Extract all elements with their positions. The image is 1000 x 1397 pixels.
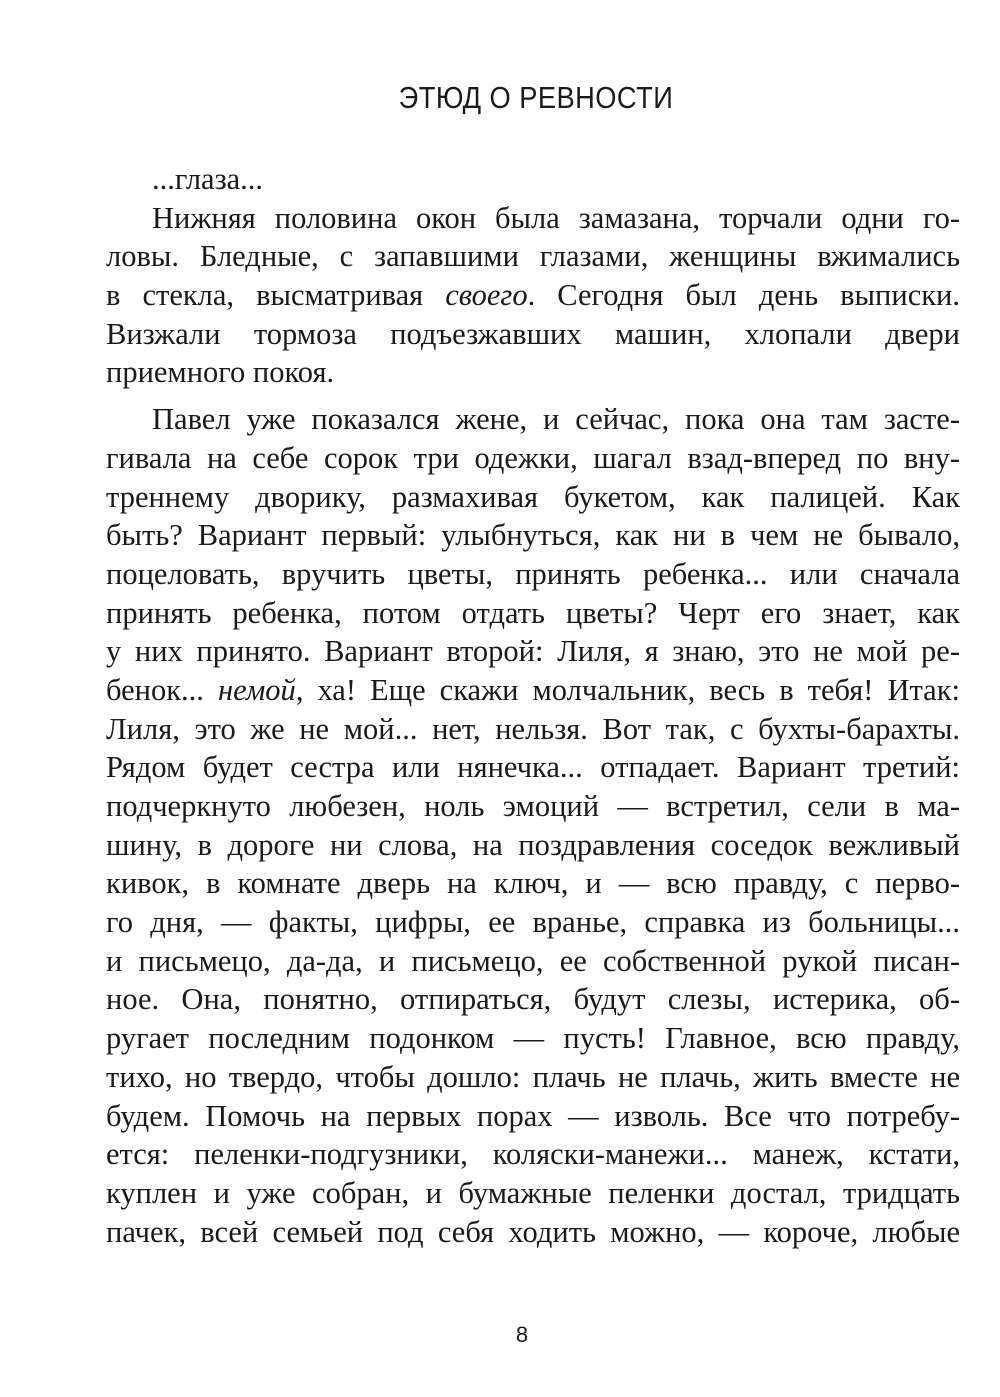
text-line: шину, в дороге ни слова, на поздравления соседок вежливый [106, 827, 960, 862]
paragraph-1 [106, 199, 960, 392]
text-line [106, 671, 960, 710]
paragraph-2 [106, 400, 960, 1251]
text-line: ное. Она, понятно, отпираться, будут слезы, истерика, об- [106, 982, 960, 1017]
chapter-title: ЭТЮД О РЕВНОСТИ [398, 80, 674, 115]
italic-word: немой [217, 672, 296, 707]
text-line: ругает последним подонком — пусть! Главное, всю правду, [106, 1021, 960, 1056]
text-line: треннему дворику, размахивая букетом, как палицей. Как [106, 479, 960, 514]
text-line: Рядом будет сестра или нянечка... отпадает. Вариант третий: [106, 750, 960, 785]
text-span: . Сегодня был день выписки. [527, 278, 960, 313]
italic-word: своего [445, 278, 528, 313]
text-line: гивала на себе сорок три одежки, шагал взад-вперед по вну- [106, 440, 960, 475]
text-line: подчеркнуто любезен, ноль эмоций — встретил, сели в ма- [106, 789, 960, 823]
text-line: Лиля, это же не мой... нет, нельзя. Вот так, с бухты-барахты. [106, 711, 960, 746]
text-line: и письмецо, да-да, и письмецо, ее собственной рукой писан- [106, 943, 960, 978]
text-line: кивок, в комнате дверь на ключ, и — всю правду, с перво- [106, 866, 960, 901]
page-number: 8 [515, 1322, 529, 1347]
text-span: бенок... [106, 672, 218, 707]
text-line: тихо, но твердо, чтобы дошло: плачь не плачь, жить вместе не [106, 1059, 960, 1094]
text-line: Павел уже показался жене, и сейчас, пока она там застe- [152, 402, 960, 437]
text-line: Нижняя половина окон была замазана, торчали одни го- [152, 200, 960, 235]
text-span: , ха! Еще скажи молчальник, весь в тебя! Итак: [295, 672, 960, 707]
text-line: пачек, всей семьей под себя ходить можно, — короче, любые [106, 1214, 960, 1249]
text-line: будем. Помочь на первых порах — изволь. Все что потребу- [106, 1098, 960, 1133]
opening-line: ...глаза... [152, 162, 264, 196]
text-line: поцеловать, вручить цветы, принять ребенка... или сначала [106, 556, 960, 591]
text-line: куплен и уже собран, и бумажные пеленки достал, тридцать [106, 1175, 960, 1210]
body-text [106, 160, 960, 1251]
text-span: в стекла, высматривая [106, 278, 446, 313]
text-line [106, 276, 960, 315]
text-line: ловы. Бледные, с запавшими глазами, женщины вжимались [106, 239, 960, 274]
text-line: ется: пеленки-подгузники, коляски-манежи... манеж, кстати, [106, 1137, 960, 1172]
text-line: Визжали тормоза подъезжавших машин, хлопали двери [106, 316, 960, 351]
text-line: быть? Вариант первый: улыбнуться, как ни в чем не бывало, [106, 518, 960, 553]
text-line: приемного покоя. [106, 355, 335, 390]
text-line: го дня, — факты, цифры, ее вранье, справка из больницы... [106, 905, 960, 940]
text-line: принять ребенка, потом отдать цветы? Черт его знает, как [106, 595, 960, 630]
text-line: у них принято. Вариант второй: Лиля, я знаю, это не мой ре- [106, 634, 960, 669]
